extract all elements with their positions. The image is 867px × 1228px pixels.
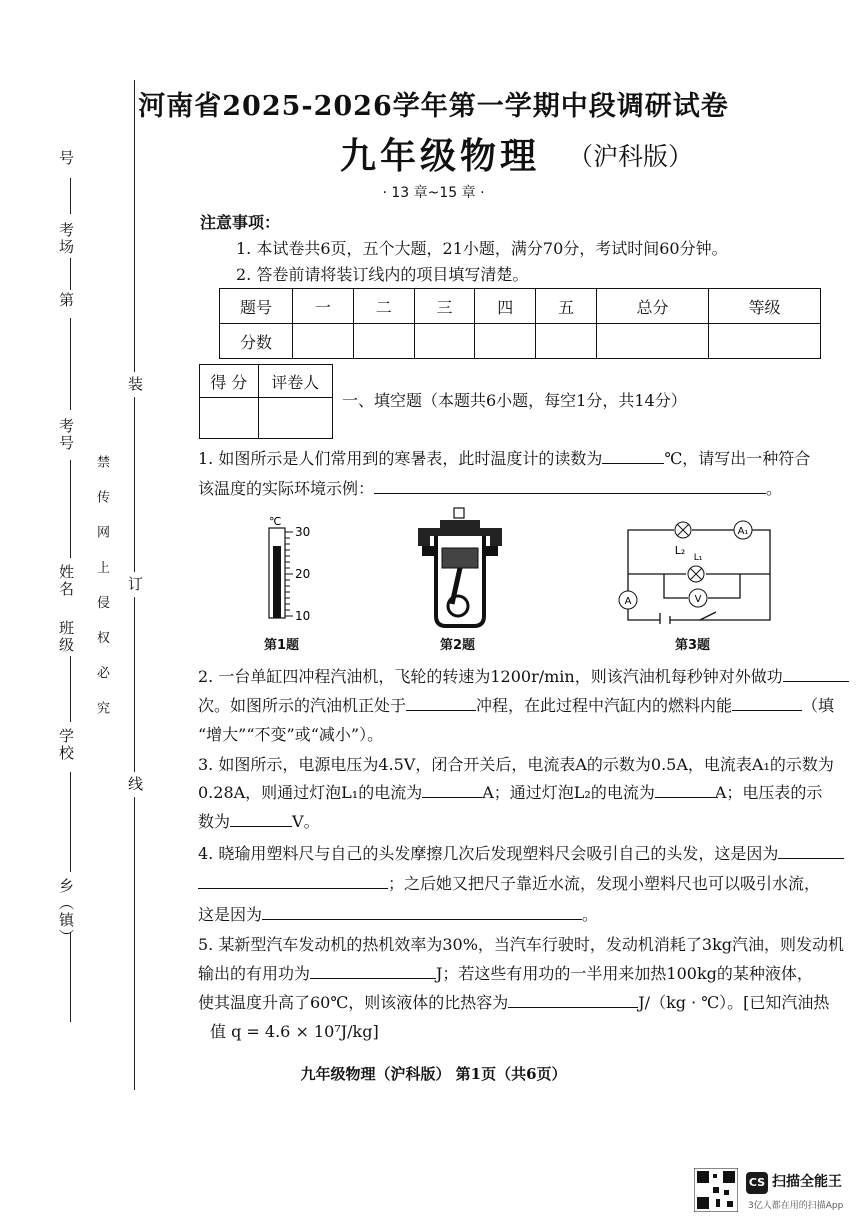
question-2-line bbox=[198, 664, 849, 687]
notice-heading: 注意事项： bbox=[200, 213, 281, 232]
score-cell[interactable] bbox=[536, 324, 597, 359]
grader-name-label: 评卷人 bbox=[258, 365, 332, 398]
answer-blank[interactable] bbox=[262, 903, 582, 920]
q4-text: 4. 晓瑜用塑料尺与自己的头发摩擦几次后发现塑料尺会吸引自己的头发，这是因为 bbox=[198, 844, 779, 863]
ammeter-a-label: A bbox=[624, 596, 632, 607]
field-blank bbox=[70, 460, 71, 558]
engine-figure bbox=[410, 506, 510, 630]
piston-icon bbox=[442, 548, 478, 568]
answer-blank[interactable] bbox=[602, 447, 664, 464]
answer-blank[interactable] bbox=[230, 810, 292, 827]
field-label-exam-room: 考场 bbox=[57, 222, 75, 256]
field-label-order: 第 bbox=[57, 292, 75, 309]
answer-blank[interactable] bbox=[778, 842, 844, 859]
table-cell: 总分 bbox=[596, 289, 708, 324]
score-cell[interactable] bbox=[414, 324, 475, 359]
q1-text: 1. 如图所示是人们常用到的寒暑表，此时温度计的读数为 bbox=[198, 449, 603, 468]
scanner-app-name: 扫描全能王 bbox=[772, 1174, 842, 1190]
grader-box bbox=[199, 364, 333, 439]
q4-text: ；之后她又把尺子靠近水流，发现小塑料尺也可以吸引水流， bbox=[388, 874, 821, 893]
answer-blank[interactable] bbox=[655, 781, 715, 798]
answer-blank[interactable] bbox=[198, 872, 388, 889]
answer-blank[interactable] bbox=[732, 694, 802, 711]
score-table-row bbox=[220, 324, 821, 359]
copyright-warning: 禁 传 网 上 侵 权 必 究 bbox=[94, 455, 109, 723]
question-5-line bbox=[198, 961, 813, 984]
figure-caption: 第2题 bbox=[440, 638, 476, 653]
field-label-number: 号 bbox=[57, 150, 75, 167]
scanner-app-slogan: 3亿人都在用的扫描App bbox=[748, 1201, 844, 1211]
chapter-range: · 13 章~15 章 · bbox=[382, 185, 485, 201]
q1-text: ℃，请写出一种符合 bbox=[664, 449, 811, 468]
table-cell: 等级 bbox=[708, 289, 820, 324]
q5-text: 值 q = 4.6 × 10⁷J/kg] bbox=[210, 1022, 379, 1041]
grader-score-cell[interactable] bbox=[200, 398, 259, 439]
table-cell: 分数 bbox=[220, 324, 293, 359]
subject-title: 九年级物理 bbox=[340, 135, 541, 177]
table-cell: 三 bbox=[414, 289, 475, 324]
page-footer: 九年级物理（沪科版） 第1页（共6页） bbox=[300, 1065, 567, 1083]
question-2-line bbox=[198, 693, 834, 716]
q5-text: 使其温度升高了60℃，则该液体的比热容为 bbox=[198, 993, 509, 1012]
field-blank bbox=[70, 772, 71, 872]
q3-text: 3. 如图所示，电源电压为4.5V，闭合开关后，电流表A的示数为0.5A，电流表A₁的示数为 bbox=[198, 755, 834, 774]
section-title: 一、填空题（本题共6小题，每空1分，共14分） bbox=[342, 391, 687, 410]
q2-text: 2. 一台单缸四冲程汽油机，飞轮的转速为1200r/min，则该汽油机每秒钟对外做功 bbox=[198, 667, 783, 686]
question-4-line bbox=[198, 902, 598, 925]
q1-text: 该温度的实际环境示例： bbox=[198, 479, 375, 498]
q5-text: J；若这些有用功的一半用来加热100kg的某种液体， bbox=[436, 964, 813, 983]
score-table-header-row bbox=[220, 289, 821, 324]
thermometer-liquid bbox=[273, 546, 281, 618]
circuit-figure bbox=[612, 514, 778, 624]
question-5-line bbox=[198, 990, 829, 1013]
answer-blank[interactable] bbox=[783, 665, 849, 682]
q2-text: 冲程，在此过程中汽缸内的燃料内能 bbox=[476, 696, 733, 715]
voltmeter-label: V bbox=[694, 594, 702, 605]
crankshaft-icon bbox=[448, 596, 468, 616]
q3-text: A；通过灯泡L₂的电流为 bbox=[482, 783, 655, 802]
thermometer-unit: ℃ bbox=[269, 515, 282, 528]
figure-caption: 第3题 bbox=[675, 638, 711, 653]
q2-text: （填 bbox=[802, 696, 835, 715]
spark-plug-icon bbox=[454, 508, 464, 518]
thermometer-figure bbox=[255, 512, 325, 624]
q2-text: 次。如图所示的汽油机正处于 bbox=[198, 696, 407, 715]
thermometer-tick: 10 bbox=[295, 609, 311, 623]
question-3-line bbox=[198, 809, 320, 832]
engine-head-icon bbox=[418, 520, 502, 546]
question-3-line bbox=[198, 780, 822, 803]
grader-name-cell[interactable] bbox=[258, 398, 332, 439]
q3-text: V。 bbox=[292, 812, 320, 831]
answer-blank[interactable] bbox=[422, 781, 482, 798]
q5-text: 输出的有用功为 bbox=[198, 964, 311, 983]
table-cell: 二 bbox=[353, 289, 414, 324]
edition-label: （沪科版） bbox=[568, 142, 694, 171]
exam-title: 河南省2025-2026学年第一学期中段调研试卷 bbox=[138, 91, 729, 122]
thermometer-tick: 20 bbox=[295, 567, 311, 581]
figure-caption: 第1题 bbox=[264, 638, 300, 653]
question-4-line bbox=[198, 841, 844, 864]
ammeter-a1-label: A₁ bbox=[737, 526, 749, 537]
table-cell: 题号 bbox=[220, 289, 293, 324]
grader-score-label: 得 分 bbox=[200, 365, 259, 398]
answer-blank[interactable] bbox=[374, 477, 766, 494]
field-label-exam-id: 考号 bbox=[57, 418, 75, 452]
field-blank bbox=[70, 258, 71, 290]
score-table bbox=[219, 288, 821, 359]
q1-text: 。 bbox=[766, 479, 783, 498]
lamp-l2-label: L₂ bbox=[674, 544, 686, 557]
field-blank bbox=[70, 932, 71, 1022]
score-cell[interactable] bbox=[293, 324, 354, 359]
question-4-line bbox=[198, 871, 820, 894]
notice-item: 1. 本试卷共6页，五个大题，21小题，满分70分，考试时间60分钟。 bbox=[236, 239, 728, 258]
scanner-logo-icon: CS bbox=[746, 1172, 768, 1194]
binding-mark-ding: 订 bbox=[125, 572, 146, 597]
q5-text: J/（kg · ℃）。[已知汽油热 bbox=[638, 993, 830, 1012]
table-cell: 五 bbox=[536, 289, 597, 324]
table-cell: 四 bbox=[475, 289, 536, 324]
score-cell[interactable] bbox=[708, 324, 820, 359]
q4-text: 。 bbox=[582, 905, 599, 924]
q4-text: 这是因为 bbox=[198, 905, 263, 924]
field-blank bbox=[70, 318, 71, 410]
answer-blank[interactable] bbox=[310, 962, 436, 979]
field-label-class: 班级 bbox=[57, 620, 75, 654]
notice-item: 2. 答卷前请将装订线内的项目填写清楚。 bbox=[236, 265, 529, 284]
field-label-school: 学校 bbox=[57, 728, 75, 762]
question-1-line bbox=[198, 446, 810, 469]
table-cell: 一 bbox=[293, 289, 354, 324]
q3-text: 0.28A，则通过灯泡L₁的电流为 bbox=[198, 783, 423, 802]
lamp-l1-label: L₁ bbox=[693, 553, 703, 563]
score-cell[interactable] bbox=[353, 324, 414, 359]
score-cell[interactable] bbox=[475, 324, 536, 359]
switch-icon bbox=[700, 612, 716, 620]
score-cell[interactable] bbox=[596, 324, 708, 359]
binding-mark-xian: 线 bbox=[125, 772, 146, 797]
q5-text: 5. 某新型汽车发动机的热机效率为30%，当汽车行驶时，发动机消耗了3kg汽油，则发动机 bbox=[198, 935, 845, 954]
q3-text: 数为 bbox=[198, 812, 231, 831]
answer-blank[interactable] bbox=[508, 991, 638, 1008]
field-blank bbox=[70, 656, 71, 722]
field-label-name: 姓名 bbox=[57, 564, 75, 598]
qr-code-icon bbox=[694, 1168, 738, 1212]
lamp-l2-icon bbox=[675, 522, 691, 538]
lamp-l1-icon bbox=[688, 566, 704, 582]
q3-text: A；电压表的示 bbox=[714, 783, 823, 802]
field-label-township: 乡（镇） bbox=[57, 878, 75, 946]
thermometer-tick: 30 bbox=[295, 525, 311, 539]
q2-text: “增大”“不变”或“减小”）。 bbox=[198, 725, 384, 744]
binding-mark-zhuang: 装 bbox=[125, 372, 146, 397]
answer-blank[interactable] bbox=[406, 694, 476, 711]
question-1-line bbox=[198, 476, 782, 499]
